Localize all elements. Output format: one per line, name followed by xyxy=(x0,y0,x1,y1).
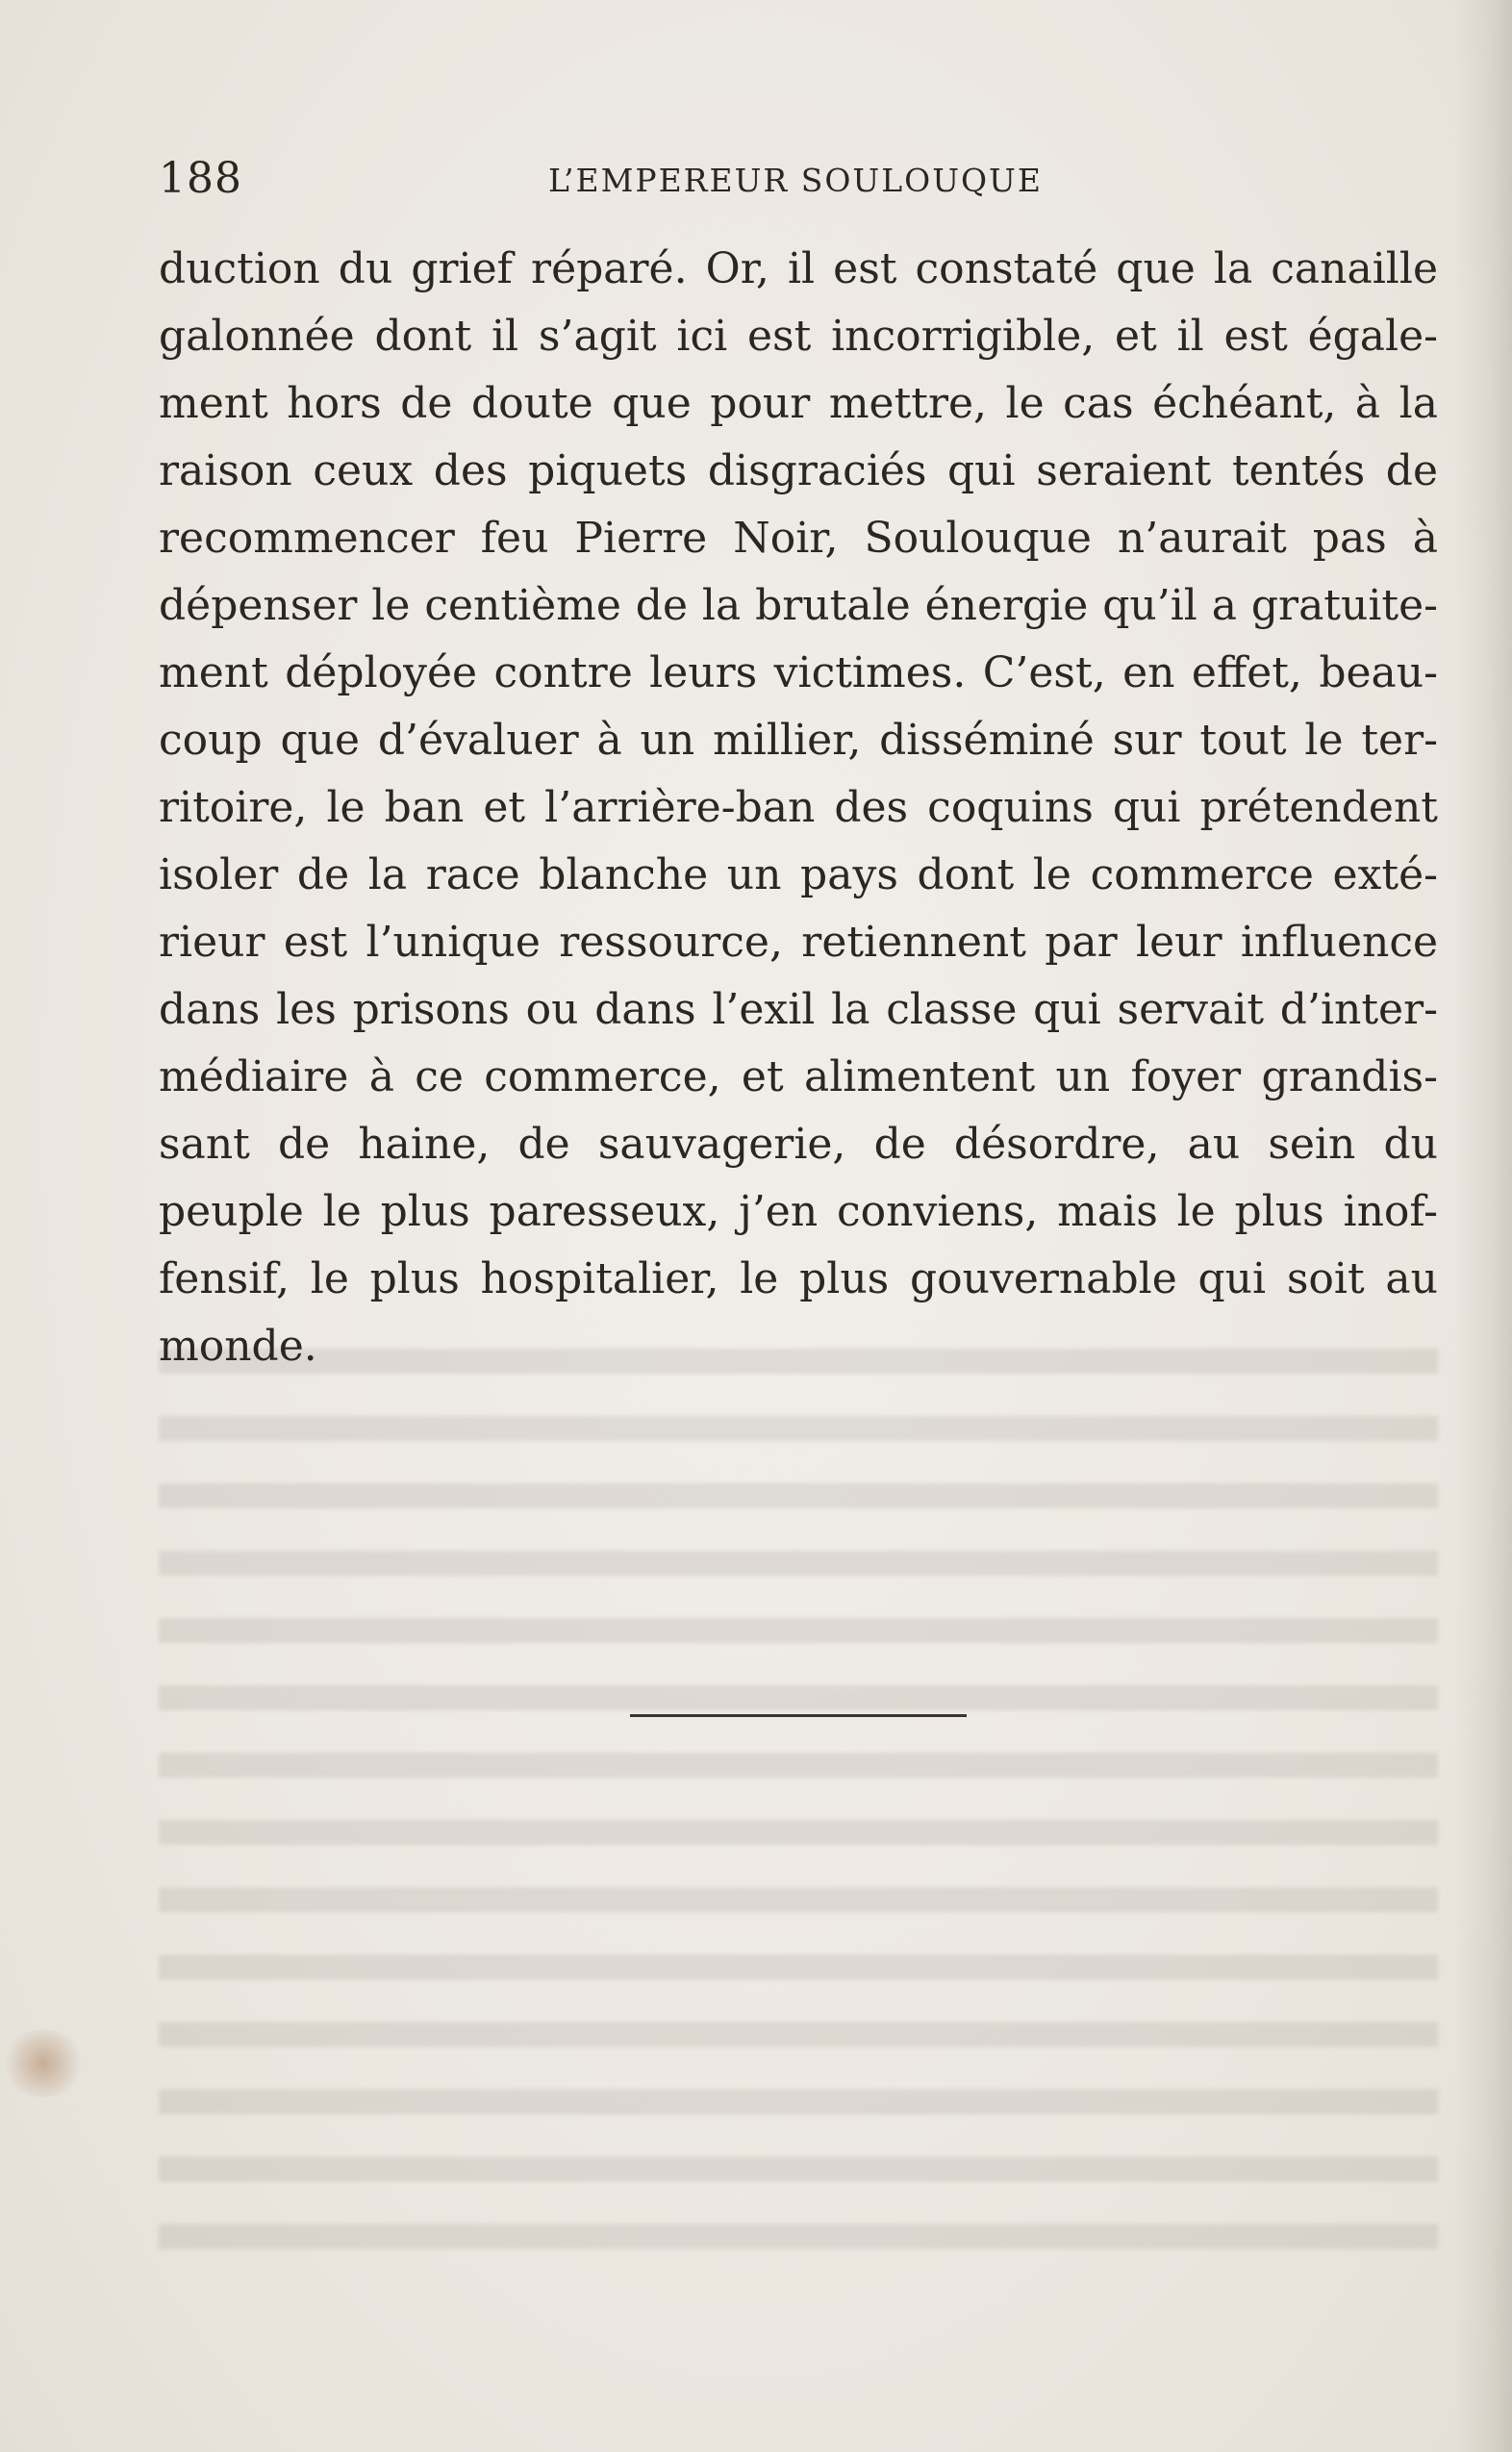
text-line: raison ceux des piquets disgraciés qui seraient tentés de xyxy=(159,446,1438,495)
text-line: galonnée dont il s’agit ici est incorrigible, et il est égale- xyxy=(159,312,1438,361)
text-line-final: monde. xyxy=(159,1322,317,1371)
text-line: sant de haine, de sauvagerie, de désordre, au sein du xyxy=(159,1120,1438,1169)
text-line: peuple le plus paresseux, j’en conviens, mais le plus inof- xyxy=(159,1187,1438,1236)
page-header xyxy=(159,154,1044,212)
page-number: 188 xyxy=(159,154,242,203)
text-line: recommencer feu Pierre Noir, Soulouque n’aurait pas à xyxy=(159,514,1438,563)
text-line: isoler de la race blanche un pays dont le commerce exté- xyxy=(159,850,1438,899)
body-text xyxy=(159,236,1438,1380)
running-head: L’EMPEREUR SOULOUQUE xyxy=(548,162,1043,199)
paper-stain xyxy=(0,2030,87,2097)
text-line: coup que d’évaluer à un millier, disséminé sur tout le ter- xyxy=(159,716,1438,765)
text-line: médiaire à ce commerce, et alimentent un foyer grandis- xyxy=(159,1052,1438,1101)
text-line: ritoire, le ban et l’arrière-ban des coquins qui prétendent xyxy=(159,783,1438,832)
text-line: ment déployée contre leurs victimes. C’est, en effet, beau- xyxy=(159,648,1438,697)
text-line: dans les prisons ou dans l’exil la classe qui servait d’inter- xyxy=(159,985,1438,1034)
section-end-rule xyxy=(630,1714,967,1717)
text-line: duction du grief réparé. Or, il est constaté que la canaille xyxy=(159,244,1438,293)
text-line: ment hors de doute que pour mettre, le cas échéant, à la xyxy=(159,379,1438,428)
page-edge-shadow xyxy=(1454,0,1512,2452)
text-line: fensif, le plus hospitalier, le plus gouvernable qui soit au xyxy=(159,1254,1438,1303)
text-line: rieur est l’unique ressource, retiennent par leur influence xyxy=(159,918,1438,967)
text-line: dépenser le centième de la brutale énergie qu’il a gratuite- xyxy=(159,581,1438,630)
show-through-text xyxy=(159,1327,1438,2251)
